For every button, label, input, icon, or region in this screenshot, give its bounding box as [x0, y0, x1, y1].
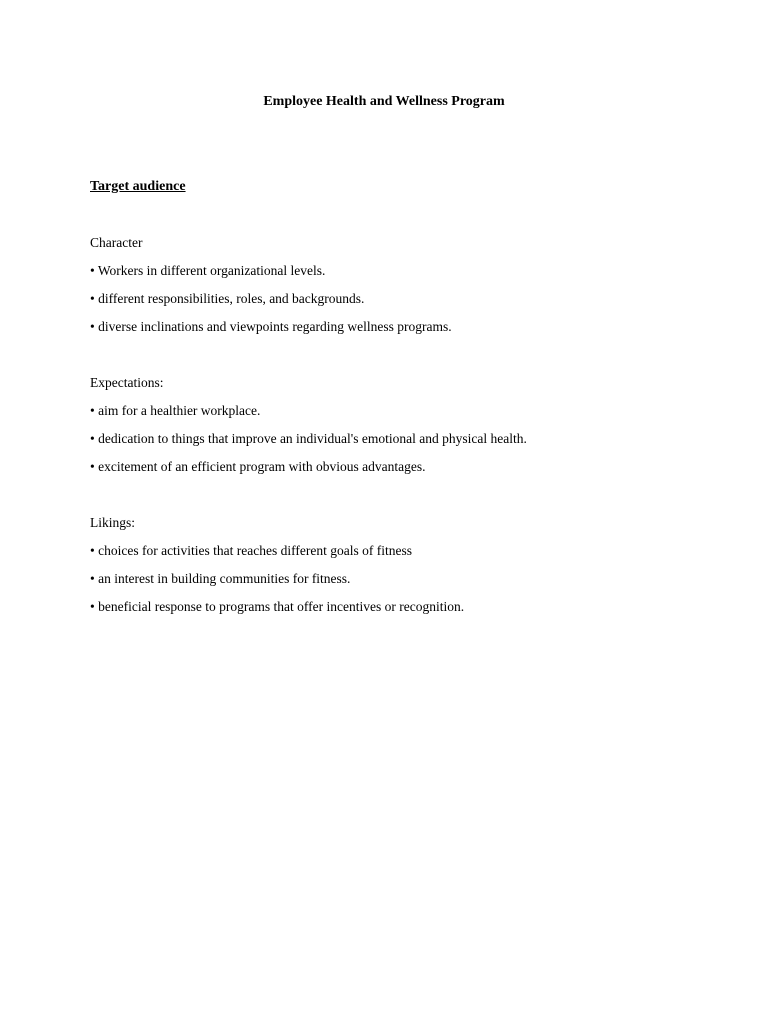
list-item: • different responsibilities, roles, and backgrounds.	[90, 291, 365, 306]
section-heading-target-audience: Target audience	[90, 179, 186, 194]
group-heading-character: Character	[90, 235, 143, 250]
list-item: • dedication to things that improve an individual's emotional and physical health.	[90, 431, 527, 446]
group-heading-likings: Likings:	[90, 515, 136, 530]
list-item: • choices for activities that reaches different goals of fitness	[90, 543, 412, 558]
list-item: • Workers in different organizational levels.	[90, 263, 326, 278]
list-item: • an interest in building communities for fitness.	[90, 571, 351, 586]
list-item: • aim for a healthier workplace.	[90, 403, 261, 418]
list-item: • excitement of an efficient program with obvious advantages.	[90, 459, 426, 474]
list-item: • beneficial response to programs that offer incentives or recognition.	[90, 599, 465, 614]
document-title: Employee Health and Wellness Program	[263, 94, 505, 109]
list-item: • diverse inclinations and viewpoints regarding wellness programs.	[90, 319, 452, 334]
group-heading-expectations: Expectations:	[90, 375, 164, 390]
